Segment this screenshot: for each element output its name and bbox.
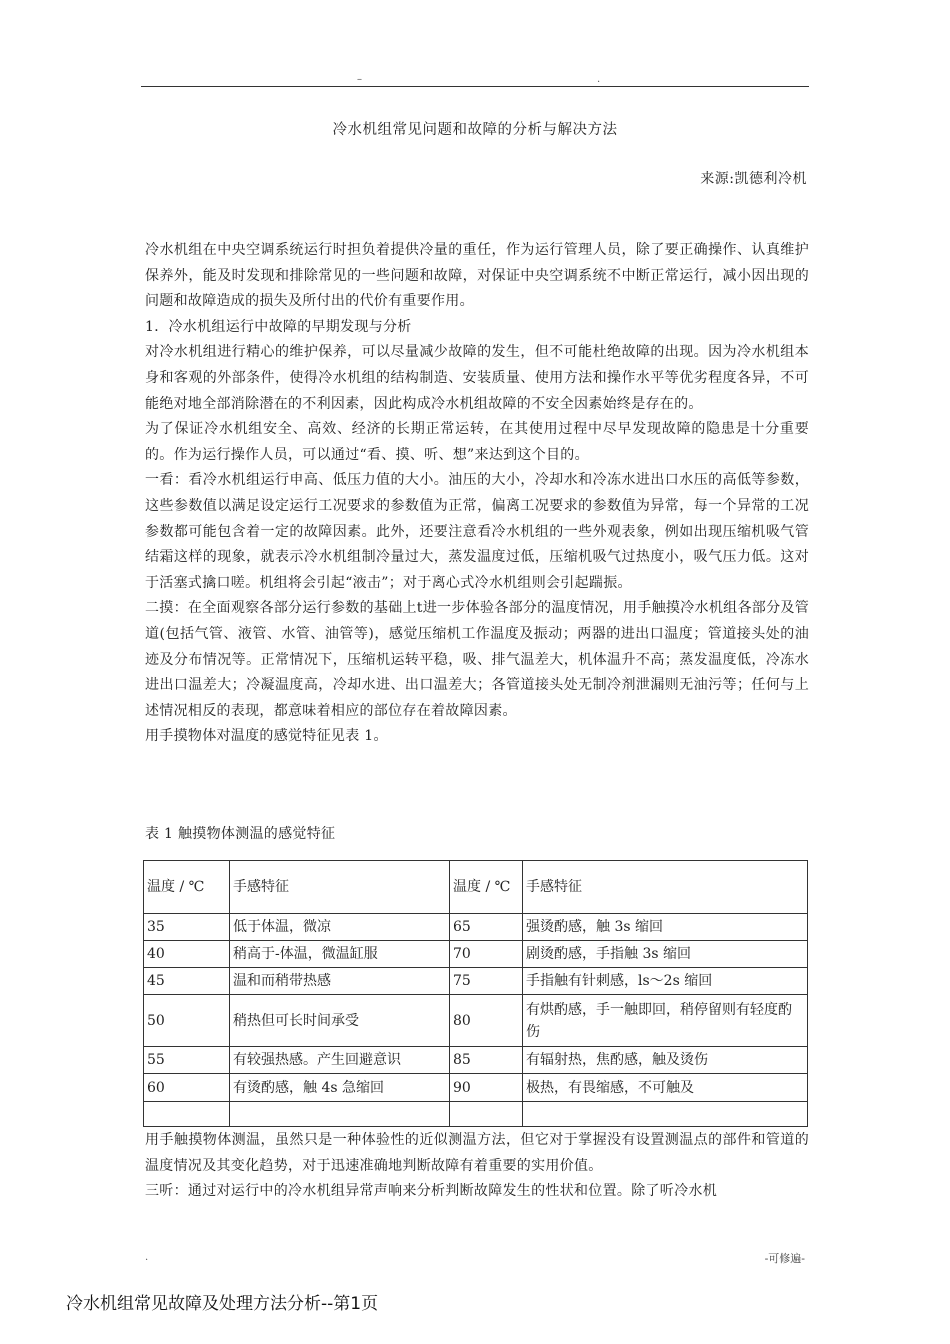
header-rule: [141, 86, 809, 87]
table-row: [144, 914, 808, 941]
table-empty-row: [144, 1102, 808, 1127]
table-cell: 85: [450, 1047, 523, 1074]
header-cell: 温度 / ℃: [144, 861, 230, 914]
table-cell: 75: [450, 968, 523, 995]
header-cell: 温度 / ℃: [450, 861, 523, 914]
header-left-mark: –: [357, 74, 362, 85]
table-cell: 强烫酌感，触 3s 缩回: [523, 914, 808, 941]
header-cell: 手感特征: [523, 861, 808, 914]
body-text: [145, 238, 809, 750]
intro-paragraph: 冷水机组在中央空调系统运行时担负着提供冷量的重任，作为运行管理人员，除了要正确操作、认真维护保养外，能及时发现和排除常见的一些问题和故障，对保证中央空调系统不中断正常运行，减小因出现的问题和故障造成的损失及所付出的代价有重要作用。: [145, 242, 809, 310]
table-cell: 有辐射热，焦酌感，触及烫伤: [523, 1047, 808, 1074]
table-row: [144, 995, 808, 1047]
body-text-after-table: [145, 1128, 809, 1205]
paragraph: 为了保证冷水机组安全、高效、经济的长期正常运转，在其使用过程中尽早发现故障的隐患是十分重要的。作为运行操作人员，可以通过“看、摸、听、想”来达到这个目的。: [145, 421, 809, 463]
table-cell: 70: [450, 941, 523, 968]
paragraph-look: 一看：看冷水机组运行申高、低压力值的大小。油压的大小，冷却水和冷冻水进出口水压的高低等参数，这些参数值以满足设定运行工况要求的参数值为正常，偏离工况要求的参数值为异常，每一个异常的工况参数都可能包含着一定的故障因素。此外，还要注意看冷水机组的一些外观表象，例如出现压缩机吸气管结霜这样的现象，就表示冷水机组制冷量过大，蒸发温度过低，压缩机吸气过热度小，吸气压力低。这对于活塞式擒口嗟。机组将会引起“液击”；对于离心式冷水机组则会引起踹振。: [145, 472, 809, 591]
table-cell: 温和而稍带热感: [230, 968, 450, 995]
table-header-row: [144, 861, 808, 914]
document-title: 冷水机组常见问题和故障的分析与解决方法: [332, 122, 618, 138]
paragraph-listen: 三听：通过对运行中的冷水机组异常声响来分析判断故障发生的性状和位置。除了听冷水机: [145, 1183, 717, 1200]
table-cell: 稍热但可长时间承受: [230, 995, 450, 1047]
table-cell: 50: [144, 995, 230, 1047]
paragraph: 用手摸物体对温度的感觉特征见表 1。: [145, 728, 388, 745]
table-caption: 表 1 触摸物体测温的感觉特征: [145, 826, 336, 842]
table-cell: 稍高于-体温，微温缸服: [230, 941, 450, 968]
table-cell: 40: [144, 941, 230, 968]
table-cell: 55: [144, 1047, 230, 1074]
table-cell: 80: [450, 995, 523, 1047]
table-row: [144, 941, 808, 968]
table-cell: [450, 1102, 523, 1127]
page-caption: 冷水机组常见故障及处理方法分析--第1页: [66, 1294, 379, 1314]
table-cell: [230, 1102, 450, 1127]
paragraph-touch: 二摸：在全面观察各部分运行参数的基础上t进一步体验各部分的温度情况，用手触摸冷水机组各部分及管道(包括气管、液管、水管、油管等)，感觉压缩机工作温度及振动；两器的进出口温度；管道接头处的油迹及分布情况等。正常情况下，压缩机运转平稳，吸、排气温差大，机体温升不高；蒸发温度低，冷冻水进出口温差大；冷凝温度高，冷却水进、出口温差大；各管道接头处无制冷剂泄漏则无油污等；任何与上述情况相反的表现，都意味着相应的部位存在着故障因素。: [145, 600, 809, 719]
table-row: [144, 968, 808, 995]
temperature-feel-table: [143, 860, 808, 1127]
table-cell: 低于体温，微凉: [230, 914, 450, 941]
table-cell: [523, 1102, 808, 1127]
table-cell: 剧烫酌感，手指触 3s 缩回: [523, 941, 808, 968]
table-cell: 手指触有针刺感，ls～2s 缩回: [523, 968, 808, 995]
paragraph: 用手触摸物体测温，虽然只是一种体验性的近似测温方法，但它对于掌握没有设置测温点的部件和管道的温度情况及其变化趋势，对于迅速准确地判断故障有着重要的实用价值。: [145, 1132, 809, 1174]
table-cell: 有烘酌感，手一触即回，稍停留则有轻度酌伤: [523, 995, 808, 1047]
header-right-mark: .: [597, 74, 601, 85]
table-row: [144, 1074, 808, 1102]
paragraph: 对冷水机组进行精心的维护保养，可以尽量减少故障的发生，但不可能杜绝故障的出现。因为冷水机组本身和客观的外部条件，使得冷水机组的结构制造、安装质量、使用方法和操作水平等优劣程度各异，不可能绝对地全部消除潜在的不利因素，因此构成冷水机组故障的不安全因素始终是存在的。: [145, 344, 809, 412]
table-cell: 60: [144, 1074, 230, 1102]
table-cell: 90: [450, 1074, 523, 1102]
table-cell: 35: [144, 914, 230, 941]
table-cell: 有烫酌感，触 4s 急缩回: [230, 1074, 450, 1102]
table-cell: 45: [144, 968, 230, 995]
table-row: [144, 1047, 808, 1074]
footer-right-text: -可修遍-: [764, 1252, 805, 1265]
table-cell: [144, 1102, 230, 1127]
table-cell: 极热，有畏缩感，不可触及: [523, 1074, 808, 1102]
table-cell: 65: [450, 914, 523, 941]
source-line: 来源:凯德利冷机: [700, 171, 807, 187]
table-cell: 有较强热感。产生回避意识: [230, 1047, 450, 1074]
header-cell: 手感特征: [230, 861, 450, 914]
footer-left-mark: .: [145, 1252, 149, 1263]
section-heading: 1．冷水机组运行中故障的早期发现与分析: [145, 318, 412, 335]
